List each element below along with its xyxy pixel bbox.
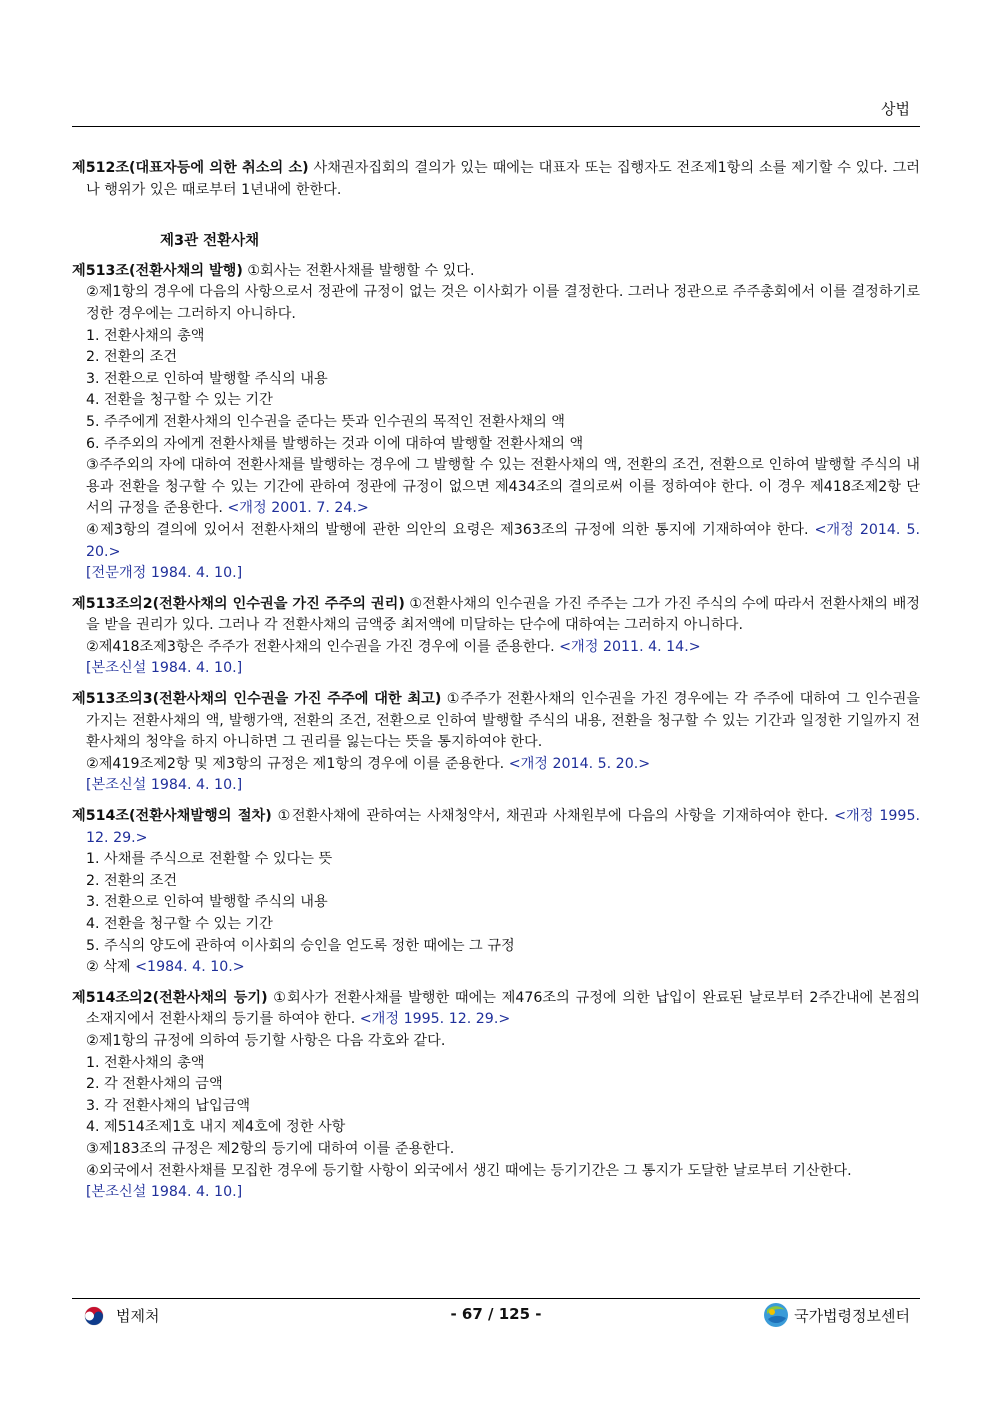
paragraph (72, 957, 920, 979)
paragraph-text: ④제3항의 결의에 있어서 전환사채의 발행에 관한 의안의 요령은 제363조의 규정에 의한 통지에 기재하여야 한다. (86, 521, 815, 538)
paragraph: ③제183조의 규정은 제2항의 등기에 대하여 이를 준용한다. (86, 1140, 455, 1157)
list-item: 5. 주식의 양도에 관하여 이사회의 승인을 얻도록 정한 때에는 그 규정 (86, 937, 515, 954)
article-text: ①주주가 전환사채의 인수권을 가진 경우에는 각 주주에 대하여 그 인수권을 가지는 전환사채의 액, 발행가액, 전환의 조건, 전환으로 인하여 발행할 주식의 내용, 전환을 청구할 수 있는 기간과 일정한 기일까지 전환사채의 청약을 하지 아니하면 그 권리를 잃는다는 뜻을 통지하여야 한다. (86, 691, 920, 751)
list-item: 2. 전환의 조건 (86, 349, 178, 366)
page-number: - 67 / 125 - (450, 1305, 542, 1323)
article-513-3 (72, 689, 920, 754)
history-note: [본조신설 1984. 4. 10.] (86, 777, 243, 794)
footer (72, 1305, 920, 1329)
article-text: ①전환사채의 인수권을 가진 주주는 그가 가진 주식의 수에 따라서 전환사채의 배정을 받을 권리가 있다. 그러나 각 전환사채의 금액중 최저액에 미달하는 단수에 대하여는 그러하지 아니하다. (86, 595, 920, 634)
article-heading: 제513조의3(전환사채의 인수권을 가진 주주에 대한 최고) (72, 691, 442, 708)
list-item: 1. 사채를 주식으로 전환할 수 있다는 뜻 (86, 851, 333, 868)
article-heading: 제513조의2(전환사채의 인수권을 가진 주주의 권리) (72, 595, 405, 612)
footer-rule (72, 1298, 920, 1299)
history-note: [전문개정 1984. 4. 10.] (86, 565, 243, 582)
article-514-2 (72, 988, 920, 1031)
article-text: ①전환사채에 관하여는 사채청약서, 채권과 사채원부에 다음의 사항을 기재하여야 한다. (271, 808, 835, 825)
list-item: 1. 전환사채의 총액 (86, 327, 205, 344)
article-heading: 제514조의2(전환사채의 등기) (72, 989, 268, 1006)
article-text: 사채권자집회의 결의가 있는 때에는 대표자 또는 집행자도 전조제1항의 소를 제기할 수 있다. 그러나 행위가 있은 때로부터 1년내에 한한다. (86, 160, 920, 198)
article-513 (72, 261, 920, 283)
list-item: 3. 전환으로 인하여 발행할 주식의 내용 (86, 370, 328, 387)
amendment-note: <개정 1995. 12. 29.> (359, 1011, 511, 1028)
paragraph: ②제1항의 규정에 의하여 등기할 사항은 다음 각호와 같다. (86, 1032, 446, 1049)
list-item: 4. 전환을 청구할 수 있는 기간 (86, 916, 273, 932)
list-item: 4. 제514조제1호 내지 제4호에 정한 사항 (86, 1119, 346, 1136)
article-heading: 제513조(전환사채의 발행) (72, 262, 243, 279)
amendment-note: <개정 2011. 4. 14.> (559, 638, 701, 655)
list-item: 2. 전환의 조건 (86, 872, 178, 889)
paragraph (72, 520, 920, 563)
paragraph (72, 754, 920, 776)
article-heading: 제512조(대표자등에 의한 취소의 소) (72, 160, 309, 176)
list-item: 2. 각 전환사채의 금액 (86, 1076, 223, 1093)
amendment-note: <1984. 4. 10.> (135, 959, 245, 976)
paragraph (72, 455, 920, 520)
document-body (72, 158, 920, 1204)
footer-right-label: 국가법령정보센터 (794, 1306, 910, 1325)
paragraph-text: ②제419조제2항 및 제3항의 규정은 제1항의 경우에 이를 준용한다. (86, 755, 509, 772)
list-item: 6. 주주외의 자에게 전환사채를 발행하는 것과 이에 대하여 발행할 전환사채의 액 (86, 435, 584, 452)
list-item: 3. 전환으로 인하여 발행할 주식의 내용 (86, 894, 328, 911)
amendment-note: <개정 2014. 5. 20.> (86, 521, 920, 560)
header-rule (72, 126, 920, 127)
history-note: [본조신설 1984. 4. 10.] (86, 660, 243, 677)
paragraph: ②제1항의 경우에 다음의 사항으로서 정관에 규정이 없는 것은 이사회가 이를 결정한다. 그러나 정관으로 주주총회에서 이를 결정하기로 정한 경우에는 그러하지 아니하다. (86, 284, 920, 322)
article-heading: 제514조(전환사채발행의 절차) (72, 808, 272, 825)
paragraph-text: ②제418조제3항은 주주가 전환사채의 인수권을 가진 경우에 이를 준용한다. (86, 638, 560, 655)
article-512 (72, 158, 920, 201)
paragraph: ④외국에서 전환사채를 모집한 경우에 등기할 사항이 외국에서 생긴 때에는 등기기간은 그 통지가 도달한 날로부터 기산한다. (86, 1162, 852, 1179)
article-text: ①회사가 전환사채를 발행한 때에는 제476조의 규정에 의한 납입이 완료된 날로부터 2주간내에 본점의 소재지에서 전환사채의 등기를 하여야 한다. (86, 989, 920, 1028)
footer-right (762, 1301, 910, 1329)
article-text: ①회사는 전환사채를 발행할 수 있다. (242, 262, 475, 279)
header-title: 상법 (881, 100, 910, 118)
section-title: 제3관 전환사채 (160, 233, 260, 250)
globe-logo-icon (762, 1301, 790, 1329)
article-514 (72, 806, 920, 849)
list-item: 3. 각 전환사채의 납입금액 (86, 1097, 251, 1114)
amendment-note: <개정 2001. 7. 24.> (227, 500, 369, 517)
paragraph-text: ③주주외의 자에 대하여 전환사채를 발행하는 경우에 그 발행할 수 있는 전환사채의 액, 전환의 조건, 전환으로 인하여 발행할 주식의 내용과 전환을 청구할 수 있는 기간에 관하여 정관에 규정이 없으면 제434조의 결의로써 이를 정하여야 한다. 이 경우 제418조제2항 단서의 규정을 준용한다. (86, 457, 920, 517)
list-item: 1. 전환사채의 총액 (86, 1054, 205, 1071)
paragraph-text: ② 삭제 (86, 959, 136, 976)
amendment-note: <개정 2014. 5. 20.> (508, 755, 651, 772)
amendment-note: <개정 1995. 12. 29.> (86, 808, 920, 846)
list-item: 4. 전환을 청구할 수 있는 기간 (86, 392, 273, 409)
footer-left-label: 법제처 (116, 1307, 160, 1325)
article-513-2 (72, 594, 920, 637)
paragraph (72, 637, 920, 659)
list-item: 5. 주주에게 전환사채의 인수권을 준다는 뜻과 인수권의 목적인 전환사채의 액 (86, 413, 565, 430)
history-note: [본조신설 1984. 4. 10.] (86, 1184, 243, 1201)
